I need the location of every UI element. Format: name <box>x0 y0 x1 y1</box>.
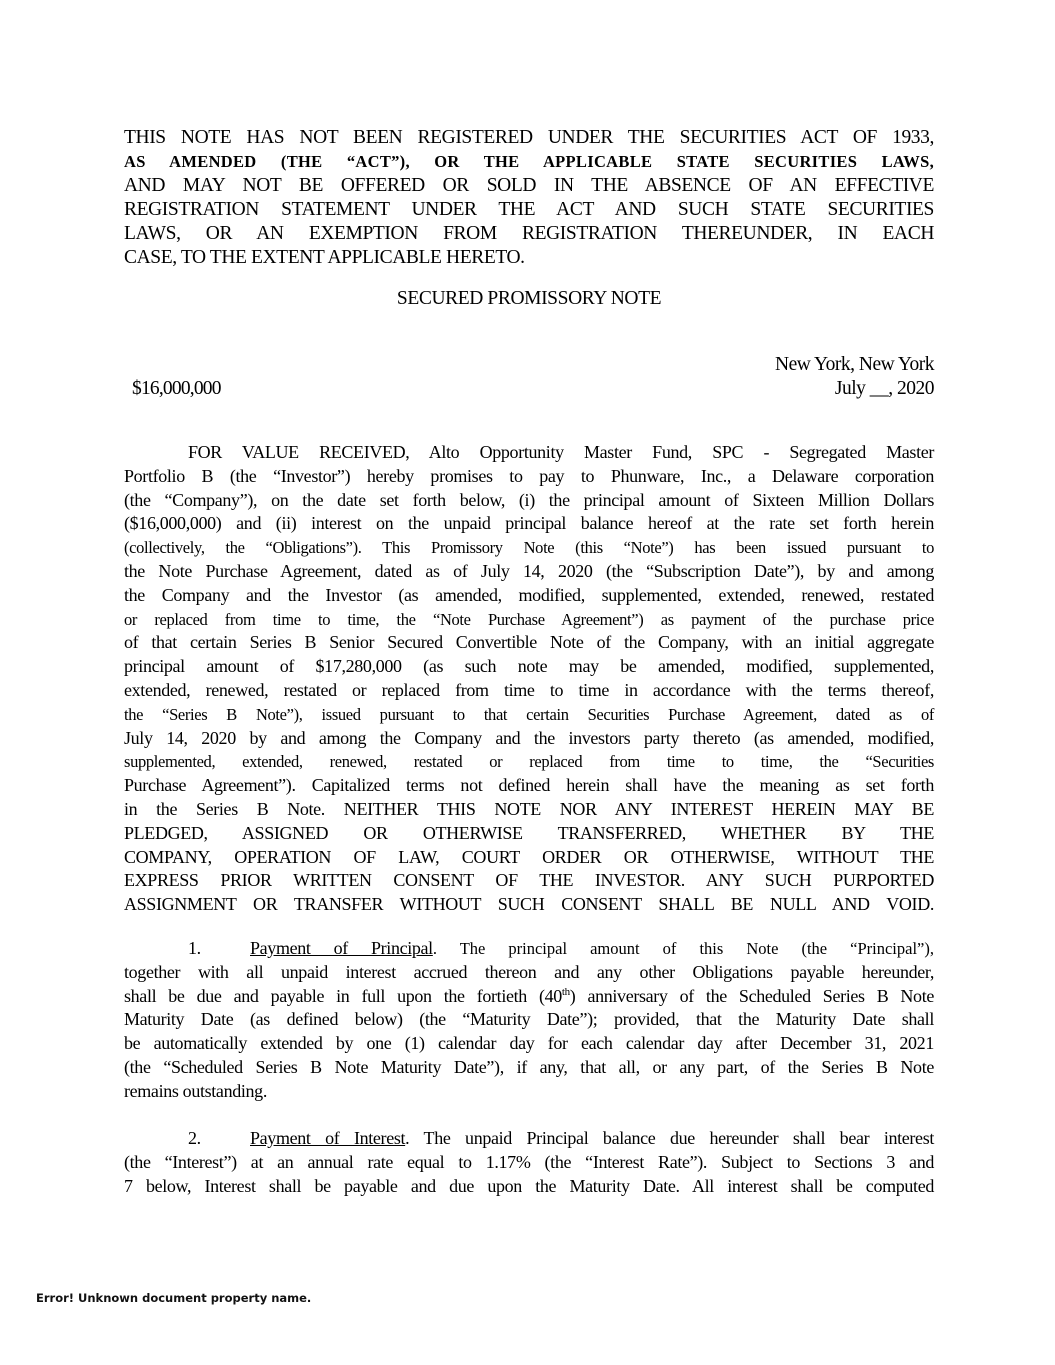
paragraph-line: (collectively, the “Obligations”). This Promissory Note (this “Note”) has been issued pursuant to <box>124 538 934 558</box>
intro-paragraph <box>124 441 934 917</box>
section-text: . The unpaid Principal balance due hereunder shall bear interest <box>405 1128 935 1148</box>
legend-line: CASE, TO THE EXTENT APPLICABLE HERETO. <box>124 247 525 268</box>
paragraph-line: the “Series B Note”), issued pursuant to that certain Securities Purchase Agreement, dated as of <box>124 704 934 724</box>
line-text: shall be due and payable in full upon the fortieth (40 <box>124 985 562 1006</box>
paragraph-line: Maturity Date (as defined below) (the “Maturity Date”); provided, that the Maturity Date shall <box>124 1009 934 1030</box>
paragraph-line: be automatically extended by one (1) calendar day for each calendar day after December 31, 2021 <box>124 1033 934 1054</box>
section-heading: Payment of Interest <box>250 1128 406 1148</box>
paragraph-line: together with all unpaid interest accrued thereon and any other Obligations payable hereunder, <box>124 961 934 982</box>
paragraph-line: supplemented, extended, renewed, restated or replaced from time to time, the “Securities <box>124 752 934 772</box>
paragraph-line: extended, renewed, restated or replaced from time to time in accordance with the terms thereof, <box>124 679 934 700</box>
section-payment-of-interest <box>124 1127 934 1198</box>
legend-line: AND MAY NOT BE OFFERED OR SOLD IN THE ABSENCE OF AN EFFECTIVE <box>124 175 934 196</box>
line-text: ) anniversary of the Scheduled Series B Note <box>569 985 934 1006</box>
paragraph-line: ASSIGNMENT OR TRANSFER WITHOUT SUCH CONSENT SHALL BE NULL AND VOID. <box>124 894 934 915</box>
section-number: 2. <box>188 1128 201 1148</box>
legend-line: THIS NOTE HAS NOT BEEN REGISTERED UNDER THE SECURITIES ACT OF 1933, <box>124 127 934 148</box>
section-payment-of-principal <box>124 937 934 1104</box>
section-text: . The principal amount of this Note (the “Principal”), <box>432 939 934 958</box>
paragraph-line: Purchase Agreement”). Capitalized terms not defined herein shall have the meaning as set forth <box>124 775 934 796</box>
paragraph-line: Portfolio B (the “Investor”) hereby promises to pay to Phunware, Inc., a Delaware corporation <box>124 465 934 486</box>
paragraph-line: (the “Interest”) at an annual rate equal to 1.17% (the “Interest Rate”). Subject to Sections 3 and <box>124 1151 934 1172</box>
section-first-line <box>124 937 934 961</box>
principal-amount: $16,000,000 <box>132 378 221 399</box>
section-first-line <box>124 1127 934 1151</box>
paragraph-line: in the Series B Note. NEITHER THIS NOTE NOR ANY INTEREST HEREIN MAY BE <box>124 798 934 819</box>
paragraph-line: the Company and the Investor (as amended, modified, supplemented, extended, renewed, restated <box>124 584 934 605</box>
place-of-execution: New York, New York <box>775 354 934 375</box>
paragraph-line: 7 below, Interest shall be payable and due upon the Maturity Date. All interest shall be computed <box>124 1175 934 1196</box>
paragraph-line: FOR VALUE RECEIVED, Alto Opportunity Master Fund, SPC - Segregated Master <box>188 442 934 462</box>
paragraph-line: (the “Scheduled Series B Note Maturity Date”), if any, that all, or any part, of the Series B Note <box>124 1056 934 1077</box>
execution-date: July __, 2020 <box>834 378 934 399</box>
paragraph-line <box>124 985 934 1009</box>
paragraph-line: principal amount of $17,280,000 (as such note may be amended, modified, supplemented, <box>124 656 934 677</box>
section-heading: Payment of Principal <box>250 938 433 958</box>
paragraph-line: COMPANY, OPERATION OF LAW, COURT ORDER OR OTHERWISE, WITHOUT THE <box>124 846 934 867</box>
paragraph-line: remains outstanding. <box>124 1080 267 1101</box>
securities-legend <box>124 126 934 270</box>
paragraph-line: ($16,000,000) and (ii) interest on the unpaid principal balance hereof at the rate set forth herein <box>124 513 934 534</box>
paragraph-line: July 14, 2020 by and among the Company and the investors party thereto (as amended, modified, <box>124 727 934 748</box>
footer-field-error: Error! Unknown document property name. <box>36 1291 312 1305</box>
legend-line: AS AMENDED (THE “ACT”), OR THE APPLICABLE STATE SECURITIES LAWS, <box>124 152 934 171</box>
paragraph-line: the Note Purchase Agreement, dated as of July 14, 2020 (the “Subscription Date”), by and among <box>124 560 934 581</box>
paragraph-line: PLEDGED, ASSIGNED OR OTHERWISE TRANSFERRED, WHETHER BY THE <box>124 822 934 843</box>
ordinal-suffix: th <box>561 985 570 998</box>
document-title: SECURED PROMISSORY NOTE <box>396 288 662 309</box>
paragraph-line: of that certain Series B Senior Secured Convertible Note of the Company, with an initial aggregate <box>124 632 934 653</box>
legend-line: LAWS, OR AN EXEMPTION FROM REGISTRATION THEREUNDER, IN EACH <box>124 223 934 244</box>
paragraph-line: EXPRESS PRIOR WRITTEN CONSENT OF THE INVESTOR. ANY SUCH PURPORTED <box>124 870 934 891</box>
section-number: 1. <box>188 938 201 958</box>
paragraph-line: or replaced from time to time, the “Note Purchase Agreement”) as payment of the purchase price <box>124 609 934 629</box>
legend-line: REGISTRATION STATEMENT UNDER THE ACT AND SUCH STATE SECURITIES <box>124 199 934 220</box>
paragraph-line: (the “Company”), on the date set forth below, (i) the principal amount of Sixteen Million Dollars <box>124 489 934 510</box>
